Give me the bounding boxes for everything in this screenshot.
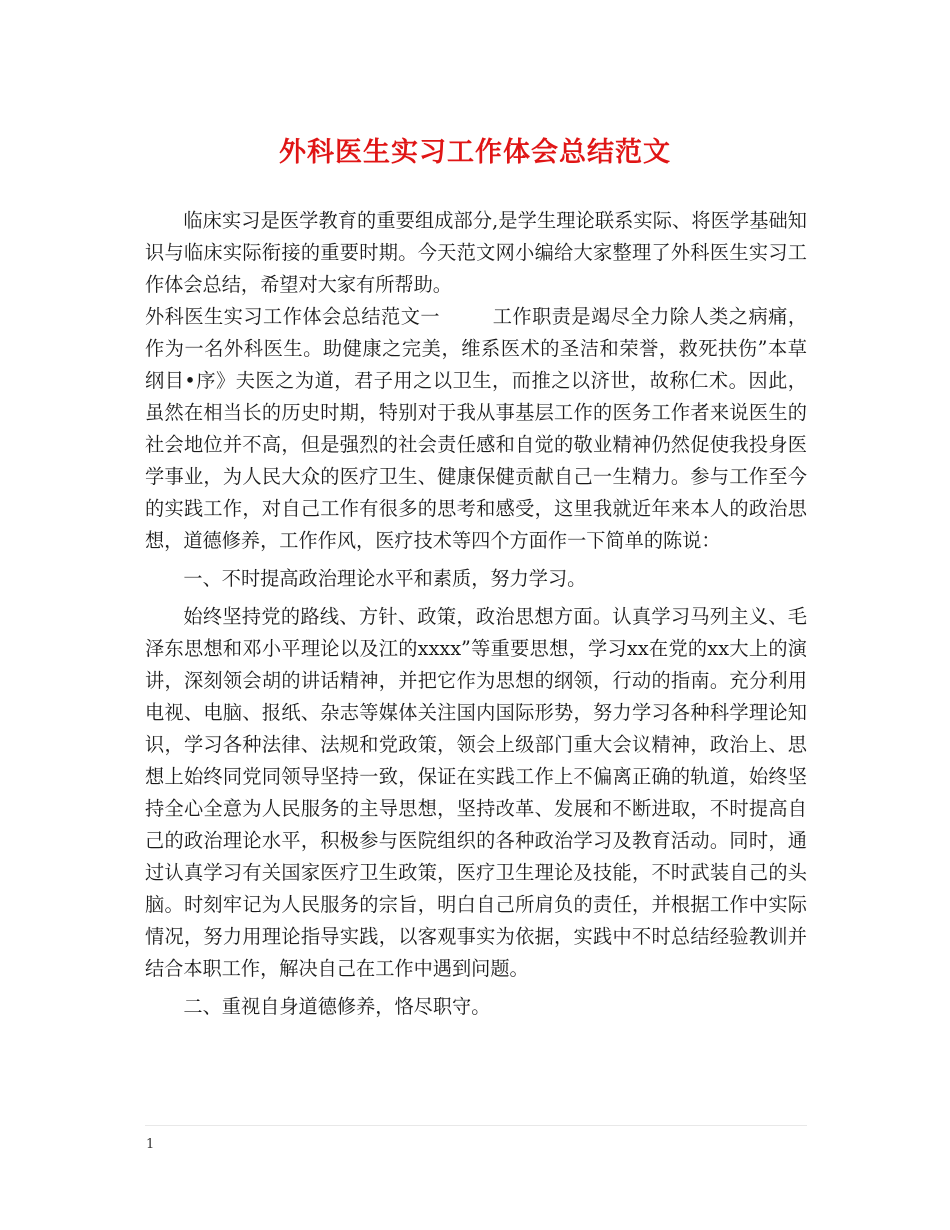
page-number: 1 — [146, 1137, 155, 1152]
document-title: 外科医生实习工作体会总结范文 — [279, 137, 671, 168]
heading-spacer — [440, 305, 493, 328]
section-body-1: 始终坚持党的路线、方针、政策，政治思想方面。认真学习马列主义、毛泽东思想和邓小平理论以及江的xxxx”等重要思想，学习xx在党的xx大上的演讲，深刻领会胡的讲话精神，并把它作为思想的纲领，行动的指南。充分利用电视、电脑、报纸、杂志等媒体关注国内国际形势，努力学习各种科学理论知识，学习各种法律、法规和党政策，领会上级部门重大会议精神，政治上、思想上始终同党同领导坚持一致，保证在实践工作上不偏离正确的轨道，始终坚持全心全意为人民服务的主导思想，坚持改革、发展和不断进取，不时提高自己的政治理论水平，积极参与医院组织的各种政治学习及教育活动。同时，通过认真学习有关国家医疗卫生政策，医疗卫生理论及技能，不时武装自己的头脑。时刻牢记为人民服务的宗旨，明白自己所肩负的责任，并根据工作中实际情况，努力用理论指导实践，以客观事实为依据，实践中不时总结经验教训并结合本职工作，解决自己在工作中遇到问题。 — [145, 605, 807, 980]
article-heading: 外科医生实习工作体会总结范文一 — [145, 305, 441, 328]
intro-paragraph: 临床实习是医学教育的重要组成部分,是学生理论联系实际、将医学基础知识与临床实际衔接的重要时期。今天范文网小编给大家整理了外科医生实习工作体会总结，希望对大家有所帮助。 — [145, 209, 807, 296]
section-heading-1: 一、不时提高政治理论水平和素质，努力学习。 — [183, 567, 587, 590]
document-body — [145, 205, 807, 1023]
article-lead-text: 工作职责是竭尽全力除人类之病痛，作为一名外科医生。助健康之完美，维系医术的圣洁和荣誉，救死扶伤”本草纲目•序》夫医之为道，君子用之以卫生，而推之以济世，故称仁术。因此，虽然在相当长的历史时期，特别对于我从事基层工作的医务工作者来说医生的社会地位并不高，但是强烈的社会责任感和自觉的敬业精神仍然促使我投身医学事业，为人民大众的医疗卫生、健康保健贡献自己一生精力。参与工作至今的实践工作，对自己工作有很多的思考和感受，这里我就近年来本人的政治思想，道德修养，工作作风，医疗技术等四个方面作一下简单的陈说： — [145, 305, 808, 552]
footer-divider — [145, 1125, 807, 1126]
article-paragraph — [145, 301, 807, 557]
section-heading-2: 二、重视自身道德修养，恪尽职守。 — [183, 995, 491, 1018]
